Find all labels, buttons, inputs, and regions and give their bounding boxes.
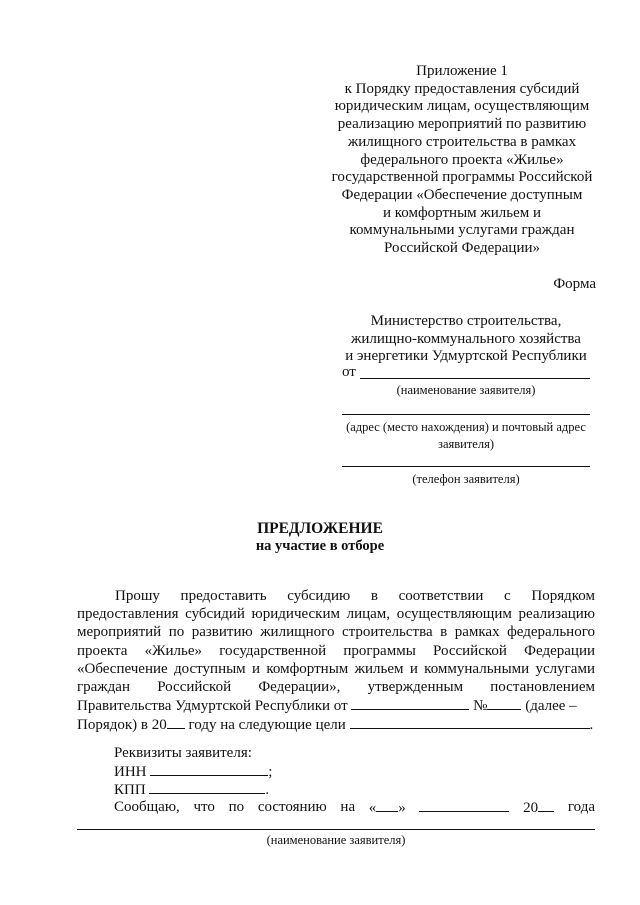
appendix-line: Приложение 1 bbox=[416, 63, 508, 79]
inn-label: ИНН bbox=[114, 764, 147, 780]
body-line-6: граждан Российской Федерации», утвержденным постановлением bbox=[77, 679, 595, 696]
body-line-3: мероприятий по развитию жилищного строительства в рамках федерального bbox=[77, 624, 595, 641]
report-year-field[interactable] bbox=[538, 798, 554, 812]
body-line-7: Правительства Удмуртской Республики от № (далее – bbox=[77, 698, 577, 715]
body-line-2: предоставления субсидий юридическим лицам, осуществляющим реализацию bbox=[77, 606, 595, 623]
body-paragraph bbox=[77, 587, 595, 735]
resolution-date-field[interactable] bbox=[351, 696, 469, 710]
appendix-line: реализацию мероприятий по развитию bbox=[337, 116, 587, 133]
bottom-applicant-caption: (наименование заявителя) bbox=[266, 833, 406, 847]
applicant-phone-field[interactable] bbox=[342, 452, 590, 467]
applicant-address-field[interactable] bbox=[342, 398, 590, 415]
appendix-line: юридическим лицам, осуществляющим bbox=[334, 98, 590, 115]
addressee-line: Министерство строительства, bbox=[370, 313, 562, 329]
appendix-line: государственной программы Российской bbox=[331, 169, 593, 186]
body-line-4: проекта «Жилье» государственной программы Российской Федерации bbox=[77, 642, 595, 659]
report-day-field[interactable] bbox=[376, 798, 398, 812]
phone-caption: (телефон заявителя) bbox=[412, 472, 520, 486]
applicant-name-caption: (наименование заявителя) bbox=[396, 383, 536, 397]
purposes-field[interactable] bbox=[350, 715, 590, 729]
document-subtitle: на участие в отборе bbox=[255, 538, 385, 554]
body-line-8: Порядок) в 20 году на следующие цели . bbox=[77, 717, 594, 734]
addressee-line: и энергетики Удмуртской Республики bbox=[345, 348, 587, 364]
body-line-1: Прошу предоставить субсидию в соответствии с Порядком bbox=[115, 588, 595, 604]
appendix-line: жилищного строительства в рамках bbox=[347, 133, 577, 150]
document-title: ПРЕДЛОЖЕНИЕ bbox=[257, 520, 383, 537]
address-caption-line1: (адрес (место нахождения) и почтовый адрес bbox=[346, 420, 586, 434]
appendix-line: коммунальными услугами граждан bbox=[349, 222, 575, 239]
inn-row: ИНН ; bbox=[114, 764, 273, 780]
from-label: от bbox=[342, 364, 356, 380]
kpp-label: КПП bbox=[114, 782, 146, 798]
appendix-line: к Порядку предоставления субсидий bbox=[344, 80, 580, 97]
appendix-header bbox=[324, 63, 600, 258]
appendix-line: и комфортным жильем и bbox=[382, 204, 542, 221]
form-label: Форма bbox=[553, 276, 596, 292]
addressee-block bbox=[342, 313, 590, 366]
applicant-name-field[interactable] bbox=[360, 362, 590, 379]
kpp-field[interactable] bbox=[149, 780, 265, 794]
body-line-5: «Обеспечение доступным и комфортным жильем и коммунальными услугами bbox=[77, 660, 595, 677]
report-line: Сообщаю, что по состоянию на « » 20 года bbox=[114, 799, 595, 816]
inn-field[interactable] bbox=[150, 762, 268, 776]
address-caption-line2: заявителя) bbox=[438, 437, 494, 451]
resolution-number-field[interactable] bbox=[487, 696, 521, 710]
addressee-line: жилищно-коммунального хозяйства bbox=[351, 330, 581, 347]
requisites-heading: Реквизиты заявителя: bbox=[114, 745, 252, 761]
bottom-applicant-name-field[interactable] bbox=[77, 815, 595, 830]
kpp-row: КПП . bbox=[114, 782, 270, 798]
appendix-line: Федерации «Обеспечение доступным bbox=[341, 186, 583, 203]
appendix-line: Российской Федерации» bbox=[383, 240, 540, 257]
report-month-field[interactable] bbox=[419, 798, 509, 812]
appendix-line: федерального проекта «Жилье» bbox=[360, 151, 564, 168]
year-field[interactable] bbox=[167, 715, 185, 729]
